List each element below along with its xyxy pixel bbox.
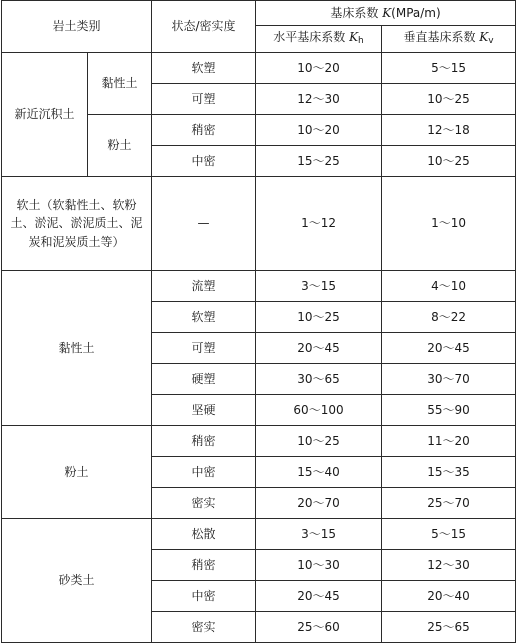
table-row [2, 177, 516, 271]
cell-state: 中密 [152, 457, 256, 488]
cell-state: 可塑 [152, 333, 256, 364]
cell-kh: 25～60 [256, 612, 382, 643]
cell-kh: 60～100 [256, 395, 382, 426]
cell-state: 软塑 [152, 302, 256, 333]
cell-kh: 10～20 [256, 53, 382, 84]
cell-state: 中密 [152, 146, 256, 177]
table-row [2, 271, 516, 302]
header-k [256, 1, 516, 26]
cell-state: 稍密 [152, 426, 256, 457]
cell-kh: 15～40 [256, 457, 382, 488]
header-kv [382, 26, 516, 53]
cell-kv: 11～20 [382, 426, 516, 457]
header-kh-symbol: K [349, 30, 359, 45]
group-label-clay: 黏性土 [2, 271, 152, 426]
cell-kh: 12～30 [256, 84, 382, 115]
cell-kv: 25～70 [382, 488, 516, 519]
cell-kv: 4～10 [382, 271, 516, 302]
cell-kh: 10～20 [256, 115, 382, 146]
group-label-soft: 软土（软黏性土、软粉土、淤泥、淤泥质土、泥炭和泥炭质土等） [2, 177, 152, 271]
subgroup-label-recent-clay: 黏性土 [88, 53, 152, 115]
cell-state: 稍密 [152, 115, 256, 146]
cell-kh: 20～70 [256, 488, 382, 519]
cell-state: 中密 [152, 581, 256, 612]
cell-kh: 10～30 [256, 550, 382, 581]
subgroup-label-recent-silt: 粉土 [88, 115, 152, 177]
cell-kv: 25～65 [382, 612, 516, 643]
header-kh-sub: h [358, 36, 364, 47]
cell-state: 软塑 [152, 53, 256, 84]
header-k-symbol: K [382, 5, 392, 20]
header-kv-sub: v [488, 36, 494, 47]
cell-kv: 30～70 [382, 364, 516, 395]
cell-kh: 3～15 [256, 271, 382, 302]
cell-kv: 8～22 [382, 302, 516, 333]
cell-kh: 10～25 [256, 302, 382, 333]
cell-kv: 10～25 [382, 146, 516, 177]
cell-state: 硬塑 [152, 364, 256, 395]
cell-kv: 15～35 [382, 457, 516, 488]
table-row [2, 426, 516, 457]
cell-state: 密实 [152, 612, 256, 643]
cell-kv: 10～25 [382, 84, 516, 115]
cell-kh: 10～25 [256, 426, 382, 457]
table-row [2, 53, 516, 84]
cell-kv: 5～15 [382, 53, 516, 84]
cell-state: — [152, 177, 256, 271]
header-state: 状态/密实度 [152, 1, 256, 53]
cell-state: 密实 [152, 488, 256, 519]
group-label-silt: 粉土 [2, 426, 152, 519]
cell-state: 可塑 [152, 84, 256, 115]
header-kh [256, 26, 382, 53]
cell-kv: 12～30 [382, 550, 516, 581]
cell-kv: 5～15 [382, 519, 516, 550]
cell-kh: 15～25 [256, 146, 382, 177]
cell-kh: 3～15 [256, 519, 382, 550]
cell-kh: 1～12 [256, 177, 382, 271]
subgrade-coefficient-table [1, 0, 516, 643]
cell-kv: 12～18 [382, 115, 516, 146]
cell-kh: 20～45 [256, 581, 382, 612]
cell-state: 坚硬 [152, 395, 256, 426]
cell-kv: 1～10 [382, 177, 516, 271]
header-soil-type: 岩土类别 [2, 1, 152, 53]
header-kv-symbol: K [479, 30, 489, 45]
table-row [2, 519, 516, 550]
cell-kh: 30～65 [256, 364, 382, 395]
header-k-unit: (MPa/m) [391, 5, 441, 20]
header-kv-prefix: 垂直基床系数 [403, 30, 480, 45]
group-label-recent: 新近沉积土 [2, 53, 88, 177]
group-label-sand: 砂类土 [2, 519, 152, 643]
cell-kh: 20～45 [256, 333, 382, 364]
cell-state: 松散 [152, 519, 256, 550]
header-k-prefix: 基床系数 [330, 5, 383, 20]
cell-kv: 20～40 [382, 581, 516, 612]
cell-state: 流塑 [152, 271, 256, 302]
header-kh-prefix: 水平基床系数 [273, 30, 350, 45]
cell-kv: 55～90 [382, 395, 516, 426]
cell-state: 稍密 [152, 550, 256, 581]
cell-kv: 20～45 [382, 333, 516, 364]
